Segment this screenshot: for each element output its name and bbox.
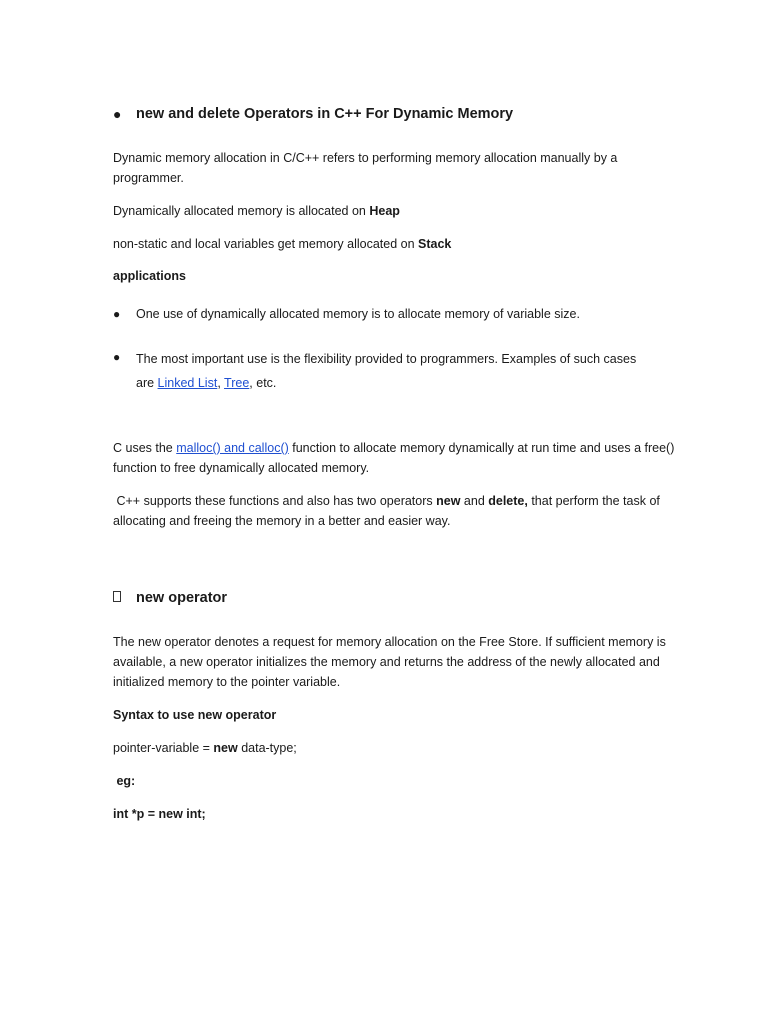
bullet-dot: ●: [113, 350, 121, 364]
and-text: and: [460, 494, 489, 508]
paragraph-intro: Dynamic memory allocation in C/C++ refers to performing memory allocation manually by a programmer.: [113, 151, 618, 185]
section-heading-new-delete: new and delete Operators in C++ For Dynamic Memory: [136, 106, 514, 122]
stack-bold: Stack: [418, 237, 452, 251]
new-keyword: new: [436, 494, 461, 508]
heading-bullet: ●: [113, 106, 122, 122]
delete-keyword: delete,: [488, 494, 528, 508]
heap-bold: Heap: [369, 204, 400, 218]
bullet2-post: , etc.: [249, 376, 277, 390]
syntax-pre: pointer-variable =: [113, 741, 214, 755]
heap-text: Dynamically allocated memory is allocated on: [113, 204, 370, 218]
checkbox-glyph-icon: [113, 591, 121, 602]
paragraph-stack: [113, 234, 688, 254]
cpp-pre: C++ supports these functions and also has two operators: [113, 494, 437, 508]
malloc-post: function to allocate memory dynamically at run time and uses a free() function to free dynamically allocated memory.: [113, 441, 675, 475]
syntax-new-keyword: new: [213, 741, 238, 755]
paragraph-cpp-operators: [113, 491, 688, 531]
code-example: int *p = new int;: [113, 807, 206, 821]
bullet2-comma: ,: [217, 376, 225, 390]
paragraph-heap: [113, 201, 688, 221]
syntax-line: [113, 738, 688, 758]
section-heading-new-operator: new operator: [136, 590, 228, 606]
paragraph-new-operator: The new operator denotes a request for memory allocation on the Free Store. If sufficient memory is available, a new operator initializes the memory and returns the address of the newly allocated and initialized memory to the pointer variable.: [113, 635, 666, 689]
example-label: eg:: [113, 774, 136, 788]
linked-list-link[interactable]: Linked List: [157, 376, 218, 390]
stack-text: non-static and local variables get memory allocated on: [113, 237, 419, 251]
malloc-calloc-link[interactable]: malloc() and calloc(): [176, 441, 289, 455]
bullet2-pre: are: [136, 376, 158, 390]
syntax-post: data-type;: [237, 741, 297, 755]
bullet-item-flexibility: [136, 347, 681, 395]
bullet2-line1: The most important use is the flexibility provided to programmers. Examples of such cases: [136, 352, 637, 366]
bullet-item-variable-size: One use of dynamically allocated memory is to allocate memory of variable size.: [136, 307, 580, 321]
syntax-label: Syntax to use new operator: [113, 708, 277, 722]
applications-label: applications: [113, 269, 186, 283]
malloc-pre: C uses the: [113, 441, 177, 455]
bullet-dot: ●: [113, 307, 121, 321]
paragraph-malloc: [113, 438, 688, 478]
cpp-post: that perform the task of allocating and freeing the memory in a better and easier way.: [113, 494, 664, 528]
tree-link[interactable]: Tree: [224, 376, 250, 390]
